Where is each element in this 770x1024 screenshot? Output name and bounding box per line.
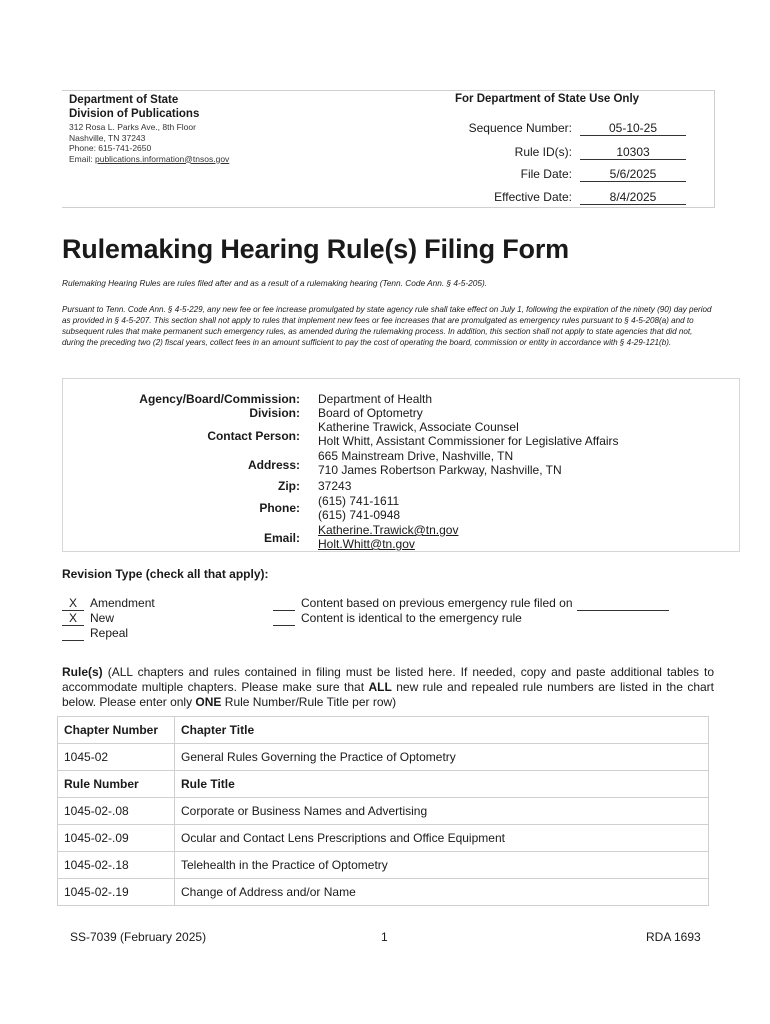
table-row (58, 744, 709, 771)
rules-all: ALL (368, 680, 392, 694)
chapter-title: General Rules Governing the Practice of Optometry (175, 744, 709, 771)
checkbox-mark: X (62, 596, 84, 611)
rule-number: 1045-02-.09 (58, 825, 175, 852)
phone-line: (615) 741-0948 (318, 508, 401, 522)
contact-person-label: Contact Person: (207, 429, 300, 443)
division-value: Board of Optometry (318, 406, 423, 420)
rules-instructions (62, 665, 714, 710)
revision-left-options (62, 596, 155, 641)
sequence-number-value: 05-10-25 (580, 121, 686, 136)
phone-value (318, 494, 400, 522)
table-row (58, 825, 709, 852)
option-label: New (90, 611, 115, 625)
rule-number: 1045-02-.18 (58, 852, 175, 879)
email-link[interactable]: Katherine.Trawick@tn.gov (318, 523, 459, 537)
revision-option-new[interactable] (62, 611, 155, 626)
effective-date-value: 8/4/2025 (580, 190, 686, 205)
department-block (69, 93, 199, 121)
rules-text-1: (ALL chapters and rules contained in filing must be listed here. If needed, copy and paste additional tables to accommodate multiple chapters. Please make sure that (62, 665, 714, 694)
rda-number: RDA 1693 (646, 930, 701, 944)
file-date-value: 5/6/2025 (580, 167, 686, 182)
page-number: 1 (381, 930, 388, 944)
phone-label: Phone: (259, 501, 300, 515)
table-row (58, 717, 709, 744)
checkbox-mark (273, 611, 295, 626)
form-subtitle: Rulemaking Hearing Rules are rules filed after and as a result of a rulemaking hearing (Tenn. Code Ann. § 4-5-205). (62, 278, 488, 288)
division-label: Division: (249, 406, 300, 420)
revision-option-repeal[interactable] (62, 626, 155, 641)
option-label: Amendment (90, 596, 155, 610)
sequence-number-label: Sequence Number: (468, 121, 572, 135)
rule-title-header: Rule Title (175, 771, 709, 798)
email-label: Email: (69, 153, 95, 164)
address-line: 312 Rosa L. Parks Ave., 8th Floor (69, 122, 196, 132)
rule-number-header: Rule Number (58, 771, 175, 798)
revision-type-title: Revision Type (check all that apply): (62, 567, 269, 581)
table-row (58, 798, 709, 825)
agency-value: Department of Health (318, 392, 433, 406)
rules-one: ONE (195, 695, 222, 709)
contact-person-value (318, 420, 619, 448)
checkbox-mark (273, 596, 295, 611)
option-label: Content based on previous emergency rule filed on (301, 596, 573, 610)
revision-option-amendment[interactable] (62, 596, 155, 611)
zip-value: 37243 (318, 479, 352, 493)
rule-number: 1045-02-.19 (58, 879, 175, 906)
address-line: 665 Mainstream Drive, Nashville, TN (318, 449, 514, 463)
address-label: Address: (247, 458, 300, 472)
rules-table (57, 716, 709, 906)
address-line: Nashville, TN 37243 (69, 132, 146, 143)
address-line: 710 James Robertson Parkway, Nashville, TN (318, 463, 562, 477)
chapter-number-header: Chapter Number (58, 717, 175, 744)
rule-title: Change of Address and/or Name (175, 879, 709, 906)
chapter-title-header: Chapter Title (175, 717, 709, 744)
revision-option-emergency-identical[interactable] (273, 611, 669, 626)
rule-title: Corporate or Business Names and Advertising (175, 798, 709, 825)
rule-id-label: Rule ID(s): (514, 145, 572, 159)
zip-label: Zip: (278, 479, 300, 493)
rule-title: Telehealth in the Practice of Optometry (175, 852, 709, 879)
fee-paragraph: Pursuant to Tenn. Code Ann. § 4-5-229, any new fee or fee increase promulgated by state agency rule shall take effect on July 1, following the expiration of the ninety (90) day period as provided in § 4-5-207. This section shall not apply to rules that implement new fees or fee increases that are promulgated as emergency rules pursuant to § 4-5-208(a) and to subsequent rules that make permanent such emergency rules, as amended during the rulemaking process. In addition, this section shall not apply to state agencies that did not, during the preceding two (2) fiscal years, collect fees in an amount sufficient to pay the cost of operating the board, commission or entity in accordance with § 4-29-121(b). (62, 305, 712, 347)
department-name: Department of State (69, 94, 179, 106)
option-label: Repeal (90, 626, 129, 640)
email-label: Email: (263, 531, 300, 545)
checkbox-mark (62, 626, 84, 641)
effective-date-label: Effective Date: (494, 190, 572, 204)
phone-line: (615) 741-1611 (318, 494, 400, 508)
form-number: SS-7039 (February 2025) (70, 930, 207, 944)
option-label: Content is identical to the emergency rule (301, 611, 522, 625)
rules-text-3: Rule Number/Rule Title per row) (221, 695, 397, 709)
email-link[interactable]: Holt.Whitt@tn.gov (318, 537, 415, 551)
state-use-title: For Department of State Use Only (455, 93, 640, 105)
department-email-link[interactable]: publications.information@tnsos.gov (94, 153, 230, 164)
table-row (58, 771, 709, 798)
date-blank[interactable] (577, 596, 669, 611)
contact-person-line: Katherine Trawick, Associate Counsel (318, 420, 519, 434)
chapter-number: 1045-02 (58, 744, 175, 771)
division-name: Division of Publications (69, 108, 200, 120)
revision-right-options (273, 596, 669, 626)
rule-number: 1045-02-.08 (58, 798, 175, 825)
table-row (58, 879, 709, 906)
department-address (69, 122, 229, 164)
rule-title: Ocular and Contact Lens Prescriptions and Office Equipment (175, 825, 709, 852)
rules-label: Rule(s) (62, 665, 108, 679)
contact-person-line: Holt Whitt, Assistant Commissioner for Legislative Affairs (318, 434, 619, 448)
agency-label: Agency/Board/Commission: (139, 392, 300, 406)
revision-option-emergency-based[interactable] (273, 596, 669, 611)
file-date-label: File Date: (520, 167, 572, 181)
address-value (318, 449, 562, 477)
table-row (58, 852, 709, 879)
checkbox-mark: X (62, 611, 84, 626)
email-value (318, 523, 458, 551)
address-line: Phone: 615-741-2650 (69, 143, 152, 153)
form-title: Rulemaking Hearing Rule(s) Filing Form (62, 234, 569, 264)
rule-id-value: 10303 (580, 145, 686, 160)
rules-text-2: new rule and repealed rule numbers are listed in the chart below. Please enter only (62, 680, 714, 709)
